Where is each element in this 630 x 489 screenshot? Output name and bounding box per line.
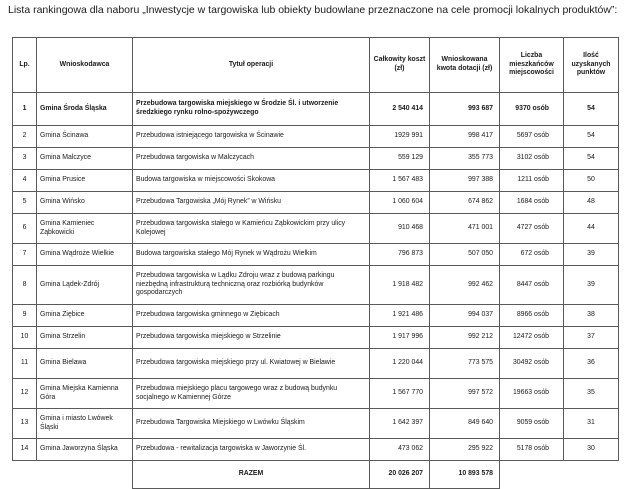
row-residents: 1211 osób [500, 170, 564, 192]
row-grant: 295 922 [430, 439, 500, 461]
row-lp: 4 [13, 170, 37, 192]
row-lp: 8 [13, 266, 37, 305]
row-lp: 2 [13, 126, 37, 148]
table-row [13, 170, 619, 192]
table-row [13, 439, 619, 461]
row-residents: 30492 osób [500, 349, 564, 379]
total-spacer [37, 461, 133, 489]
row-title: Przebudowa istniejącego targowiska w Ścinawie [133, 126, 370, 148]
table-row [13, 305, 619, 327]
row-total-cost: 1 921 486 [370, 305, 430, 327]
row-points: 48 [564, 192, 619, 214]
row-total-cost: 1 060 604 [370, 192, 430, 214]
table-row [13, 214, 619, 244]
row-title: Przebudowa targowiska gminnego w Ziębicach [133, 305, 370, 327]
row-residents: 9059 osób [500, 409, 564, 439]
col-header-total-cost: Całkowity koszt (zł) [370, 38, 430, 93]
row-title: Przebudowa miejskiego placu targowego wraz z budową budynku socjalnego w Kamiennej Górze [133, 379, 370, 409]
row-points: 39 [564, 266, 619, 305]
row-residents: 4727 osób [500, 214, 564, 244]
col-header-grant: Wnioskowana kwota dotacji (zł) [430, 38, 500, 93]
row-grant: 355 773 [430, 148, 500, 170]
row-title: Przebudowa targowiska w Lądku Zdroju wraz z budową parkingu niezbędną infrastrukturą techniczną oraz rozbiórką budynków gospodarczych [133, 266, 370, 305]
row-grant: 993 687 [430, 93, 500, 126]
total-spacer [13, 461, 37, 489]
row-lp: 1 [13, 93, 37, 126]
row-total-cost: 1 220 044 [370, 349, 430, 379]
row-total-cost: 1 567 770 [370, 379, 430, 409]
total-spacer [500, 461, 564, 489]
total-row [13, 461, 619, 489]
row-total-cost: 1 642 397 [370, 409, 430, 439]
row-applicant: Gmina Strzelin [37, 327, 133, 349]
table-body [13, 93, 619, 461]
row-residents: 8966 osób [500, 305, 564, 327]
table-row [13, 192, 619, 214]
row-points: 37 [564, 327, 619, 349]
row-grant: 849 640 [430, 409, 500, 439]
row-residents: 1684 osób [500, 192, 564, 214]
row-title: Przebudowa Targowiska Miejskiego w Lwówku Śląskim [133, 409, 370, 439]
row-points: 38 [564, 305, 619, 327]
row-applicant: Gmina Ścinawa [37, 126, 133, 148]
row-residents: 3102 osób [500, 148, 564, 170]
table-row [13, 379, 619, 409]
row-lp: 12 [13, 379, 37, 409]
col-header-applicant: Wnioskodawca [37, 38, 133, 93]
row-residents: 9370 osób [500, 93, 564, 126]
col-header-residents: Liczba mieszkańców miejscowości [500, 38, 564, 93]
row-applicant: Gmina Lądek-Zdrój [37, 266, 133, 305]
row-title: Przebudowa targowiska miejskiego przy ul. Kwiatowej w Bielawie [133, 349, 370, 379]
table-row [13, 244, 619, 266]
row-grant: 992 462 [430, 266, 500, 305]
table-row [13, 349, 619, 379]
table-row [13, 327, 619, 349]
row-lp: 7 [13, 244, 37, 266]
row-title: Przebudowa targowiska w Malczycach [133, 148, 370, 170]
row-points: 39 [564, 244, 619, 266]
row-total-cost: 2 540 414 [370, 93, 430, 126]
row-grant: 674 862 [430, 192, 500, 214]
row-points: 36 [564, 349, 619, 379]
row-residents: 5178 osób [500, 439, 564, 461]
row-total-cost: 559 129 [370, 148, 430, 170]
row-points: 30 [564, 439, 619, 461]
row-points: 31 [564, 409, 619, 439]
row-applicant: Gmina Miejska Kamienna Góra [37, 379, 133, 409]
row-grant: 507 050 [430, 244, 500, 266]
row-title: Przebudowa Targowiska „Mój Rynek” w Wińsku [133, 192, 370, 214]
row-lp: 3 [13, 148, 37, 170]
row-lp: 14 [13, 439, 37, 461]
row-total-cost: 910 468 [370, 214, 430, 244]
row-residents: 8447 osób [500, 266, 564, 305]
row-applicant: Gmina i miasto Lwówek Śląski [37, 409, 133, 439]
row-title: Budowa targowiska w miejscowości Skokowa [133, 170, 370, 192]
row-title: Przebudowa targowiska miejskiego w Strzelinie [133, 327, 370, 349]
table-row [13, 266, 619, 305]
row-lp: 6 [13, 214, 37, 244]
row-grant: 992 212 [430, 327, 500, 349]
row-applicant: Gmina Prusice [37, 170, 133, 192]
row-points: 50 [564, 170, 619, 192]
row-points: 35 [564, 379, 619, 409]
row-grant: 773 575 [430, 349, 500, 379]
row-residents: 19663 osób [500, 379, 564, 409]
row-points: 54 [564, 148, 619, 170]
row-lp: 5 [13, 192, 37, 214]
table-row [13, 148, 619, 170]
row-applicant: Gmina Ziębice [37, 305, 133, 327]
table-row [13, 126, 619, 148]
row-applicant: Gmina Bielawa [37, 349, 133, 379]
row-grant: 998 417 [430, 126, 500, 148]
row-title: Przebudowa targowiska miejskiego w Środzie Śl. i utworzenie średzkiego rynku rolno-spożywczego [133, 93, 370, 126]
row-title: Przebudowa targowiska stałego w Kamieńcu Ząbkowickim przy ulicy Kolejowej [133, 214, 370, 244]
row-total-cost: 1 917 996 [370, 327, 430, 349]
total-cost-sum: 20 026 207 [370, 461, 430, 489]
row-applicant: Gmina Środa Śląska [37, 93, 133, 126]
row-title: Przebudowa - rewitalizacja targowiska w Jaworzynie Śl. [133, 439, 370, 461]
page-heading: Lista rankingowa dla naboru „Inwestycje w targowiska lub obiekty budowlane przeznaczone na cele promocji lokalnych produktów”: [8, 4, 618, 16]
row-residents: 672 osób [500, 244, 564, 266]
row-grant: 997 572 [430, 379, 500, 409]
row-grant: 994 037 [430, 305, 500, 327]
row-lp: 11 [13, 349, 37, 379]
row-residents: 5697 osób [500, 126, 564, 148]
row-applicant: Gmina Wądroże Wielkie [37, 244, 133, 266]
row-grant: 471 001 [430, 214, 500, 244]
table-header-row [13, 38, 619, 93]
row-points: 44 [564, 214, 619, 244]
row-title: Budowa targowiska stałego Mój Rynek w Wądrożu Wielkim [133, 244, 370, 266]
col-header-lp: Lp. [13, 38, 37, 93]
row-total-cost: 1929 991 [370, 126, 430, 148]
row-applicant: Gmina Wińsko [37, 192, 133, 214]
row-applicant: Gmina Jaworzyna Śląska [37, 439, 133, 461]
row-total-cost: 1 918 482 [370, 266, 430, 305]
ranking-table [12, 37, 619, 489]
row-applicant: Gmina Malczyce [37, 148, 133, 170]
row-lp: 9 [13, 305, 37, 327]
row-residents: 12472 osób [500, 327, 564, 349]
row-grant: 997 388 [430, 170, 500, 192]
total-label: RAZEM [133, 461, 370, 489]
row-total-cost: 1 567 483 [370, 170, 430, 192]
row-lp: 10 [13, 327, 37, 349]
table-row [13, 409, 619, 439]
table-row [13, 93, 619, 126]
row-points: 54 [564, 93, 619, 126]
row-lp: 13 [13, 409, 37, 439]
col-header-points: Ilość uzyskanych punktów [564, 38, 619, 93]
total-grant-sum: 10 893 578 [430, 461, 500, 489]
row-total-cost: 796 873 [370, 244, 430, 266]
row-total-cost: 473 062 [370, 439, 430, 461]
row-points: 54 [564, 126, 619, 148]
row-applicant: Gmina Kamieniec Ząbkowicki [37, 214, 133, 244]
col-header-title: Tytuł operacji [133, 38, 370, 93]
total-spacer [564, 461, 619, 489]
